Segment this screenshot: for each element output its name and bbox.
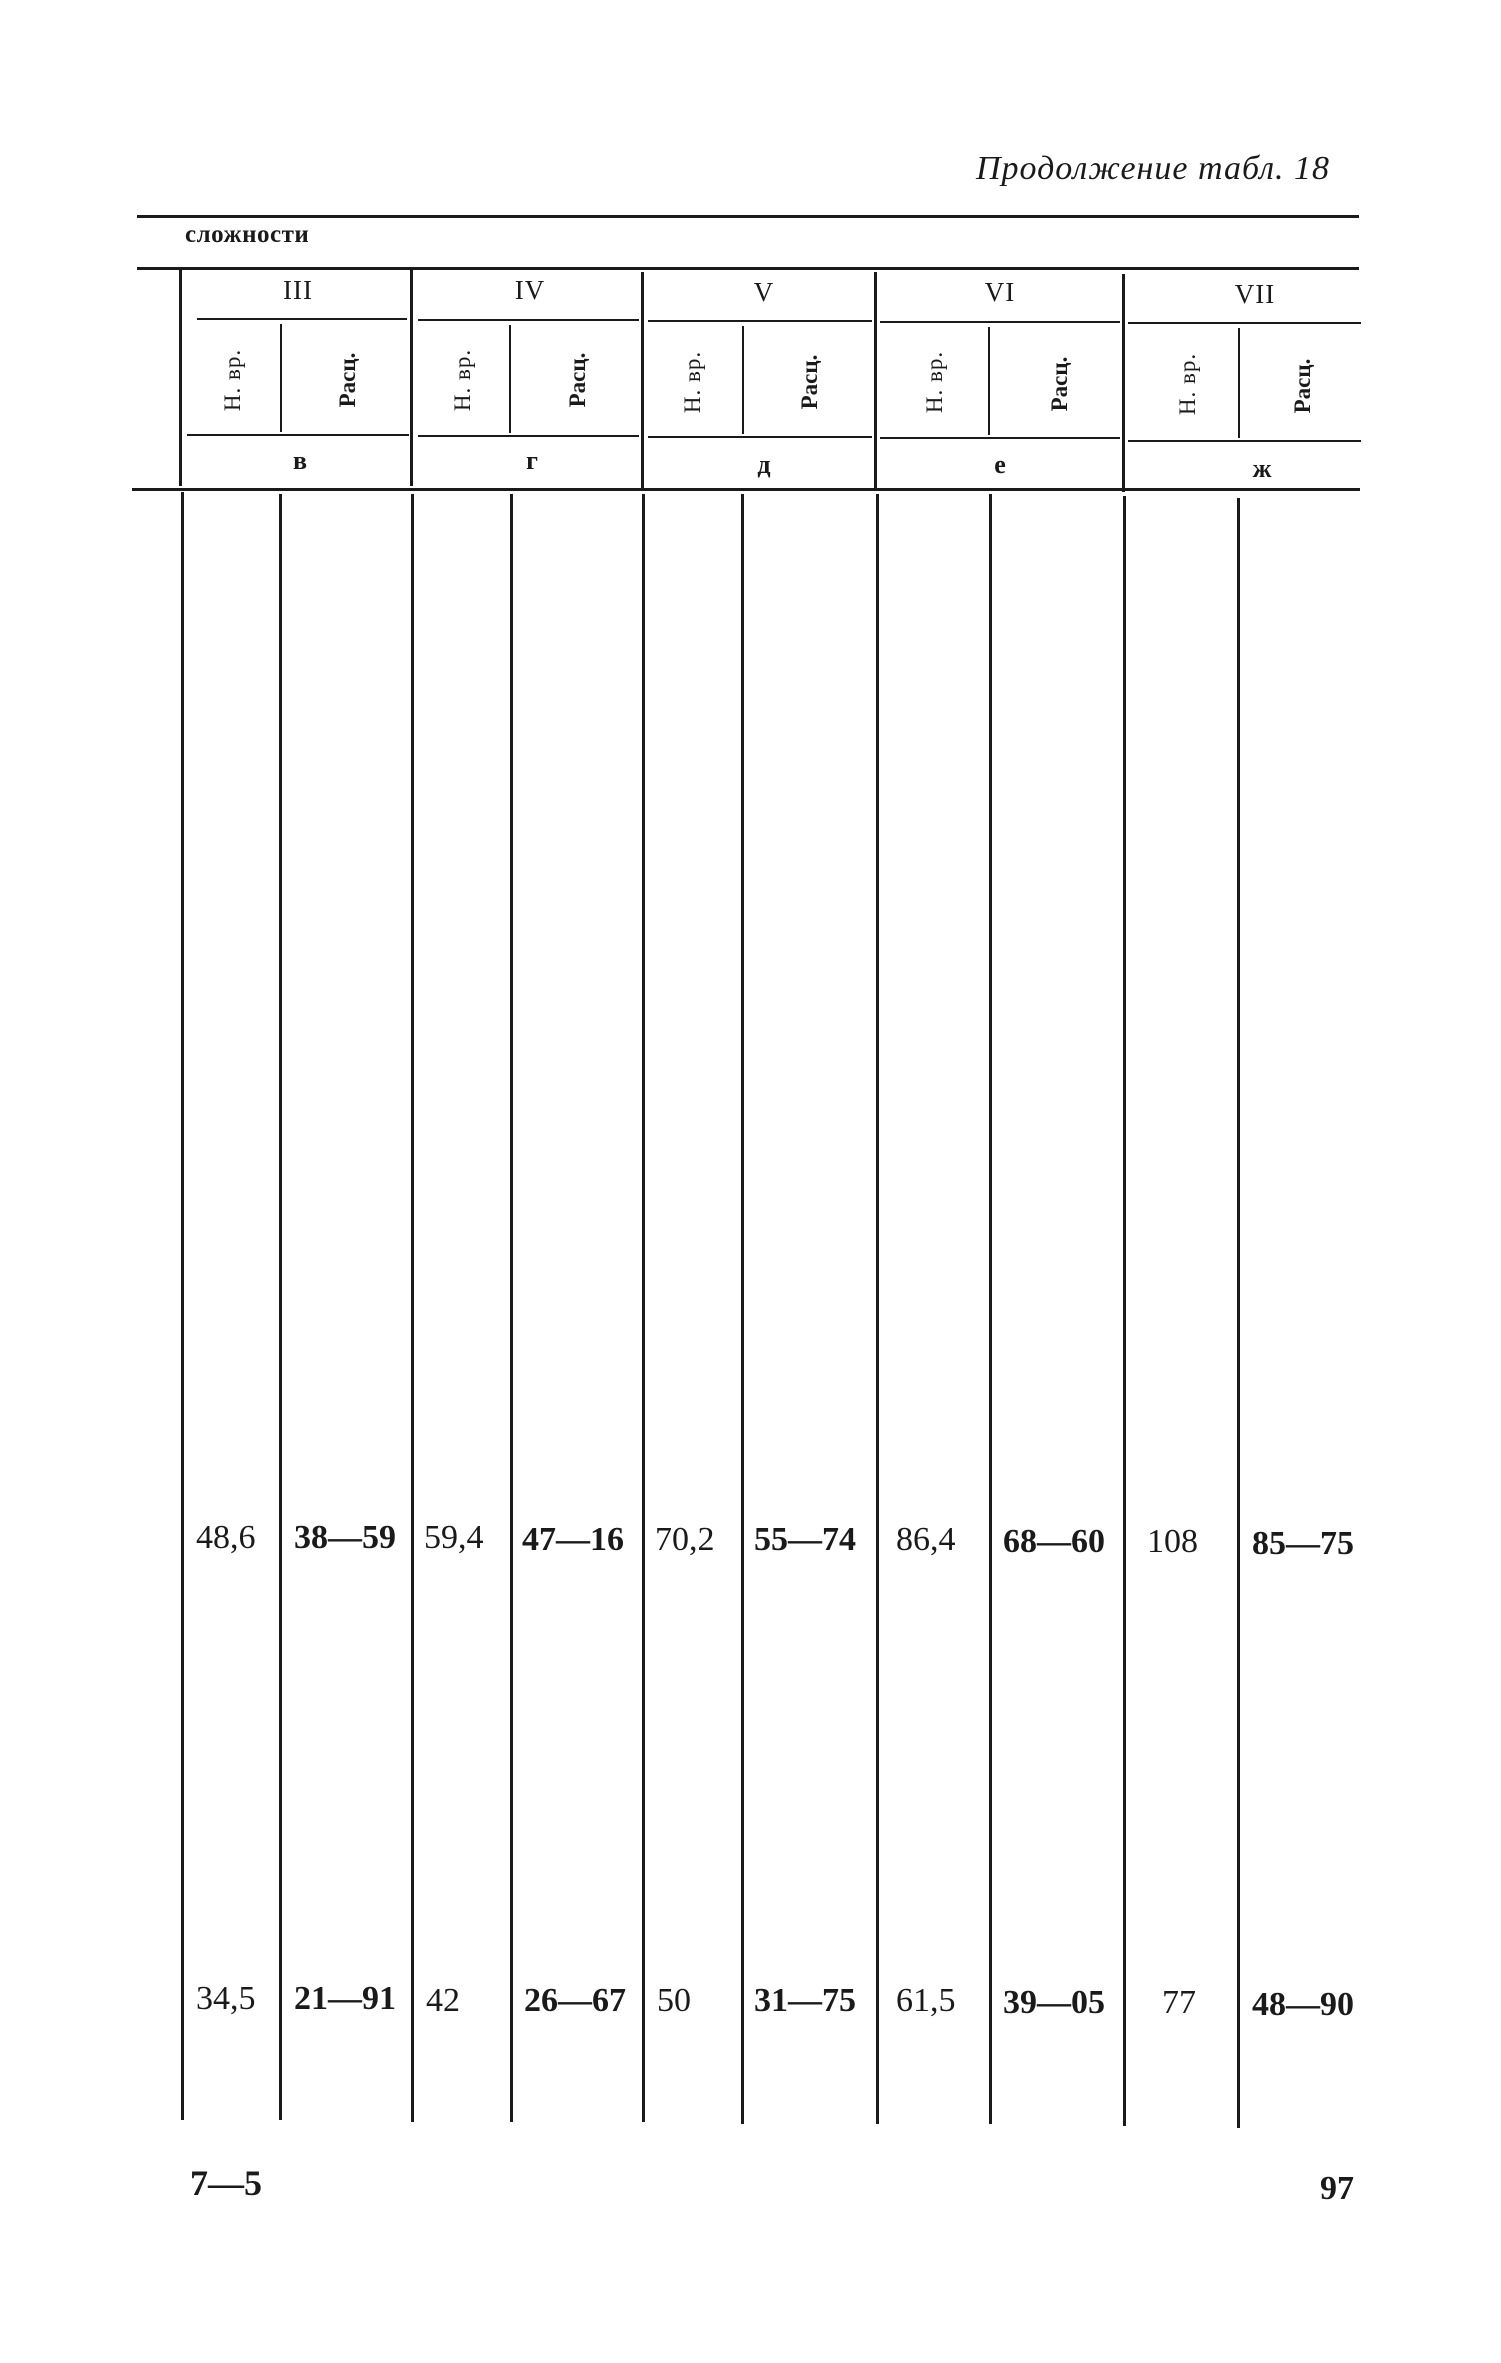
row1-price-iii: 38—59 <box>294 1519 396 1556</box>
letter-rule-vii <box>1128 440 1361 442</box>
letter-rule-vi <box>880 437 1120 439</box>
row1-norm-vii: 108 <box>1147 1523 1198 1560</box>
letter-rule-v <box>648 436 872 438</box>
row1-norm-v: 70,2 <box>655 1521 715 1558</box>
table-continuation-caption: Продолжение табл. 18 <box>976 150 1331 187</box>
row1-norm-iii: 48,6 <box>196 1519 256 1556</box>
grade-label-vi: VI <box>984 277 1016 307</box>
header-vrule-iii-iv <box>410 270 413 486</box>
row1-norm-vi: 86,4 <box>896 1521 956 1558</box>
col-header-norm-vii: Н. вр. <box>1175 352 1200 416</box>
letter-rule-iii <box>187 434 409 436</box>
header-vrule-iv-v <box>641 272 644 488</box>
col-header-norm-iii: Н. вр. <box>220 348 245 412</box>
body-vrule-7 <box>876 494 879 2124</box>
row2-price-vi: 39—05 <box>1003 1984 1105 2021</box>
row2-price-vii: 48—90 <box>1252 1986 1354 2023</box>
grade-underline-vii <box>1128 322 1361 324</box>
row2-norm-v: 50 <box>657 1982 691 2019</box>
row2-norm-iv: 42 <box>426 1982 460 2019</box>
row1-norm-iv: 59,4 <box>424 1519 484 1556</box>
grade-label-v: V <box>753 277 775 307</box>
row2-norm-vii: 77 <box>1162 1984 1196 2021</box>
body-vrule-4 <box>510 494 513 2122</box>
body-vrule-6 <box>741 494 744 2124</box>
header-subrule-v <box>742 326 744 434</box>
row2-price-iv: 26—67 <box>524 1982 626 2019</box>
col-header-price-iii: Расц. <box>335 352 360 408</box>
header-subrule-iii <box>280 324 282 432</box>
table-top-rule <box>137 215 1359 218</box>
col-header-price-iv: Расц. <box>565 352 590 408</box>
body-vrule-9 <box>1123 496 1126 2126</box>
grade-label-vii: VII <box>1234 279 1276 309</box>
row2-norm-iii: 34,5 <box>196 1980 256 2017</box>
body-vrule-5 <box>642 494 645 2122</box>
group-letter-d: д <box>757 450 771 479</box>
row1-price-iv: 47—16 <box>522 1521 624 1558</box>
col-header-norm-vi: Н. вр. <box>922 350 947 414</box>
col-header-price-vii: Расц. <box>1290 358 1315 414</box>
row1-price-vi: 68—60 <box>1003 1523 1105 1560</box>
group-letter-v: в <box>292 446 308 475</box>
grade-underline-iii <box>197 318 407 320</box>
complexity-label: сложности <box>185 221 310 248</box>
row2-price-iii: 21—91 <box>294 1980 396 2017</box>
row1-price-vii: 85—75 <box>1252 1525 1354 1562</box>
header-rule <box>137 267 1359 270</box>
group-letter-g: г <box>526 446 538 475</box>
col-header-norm-iv: Н. вр. <box>450 348 475 412</box>
footer-signature-mark: 7—5 <box>190 2163 262 2203</box>
header-vrule-v-vi <box>874 272 877 490</box>
col-header-norm-v: Н. вр. <box>680 350 705 414</box>
header-subrule-iv <box>509 325 511 433</box>
letter-rule-iv <box>418 435 639 437</box>
row2-norm-vi: 61,5 <box>896 1982 956 2019</box>
header-subrule-vii <box>1238 328 1240 438</box>
body-vrule-1 <box>181 492 184 2120</box>
row2-price-v: 31—75 <box>754 1982 856 2019</box>
group-letter-e: е <box>994 450 1006 479</box>
body-vrule-8 <box>989 494 992 2124</box>
col-header-price-vi: Расц. <box>1047 356 1072 412</box>
body-vrule-3 <box>411 494 414 2122</box>
header-vrule-vi-vii <box>1122 274 1125 492</box>
body-vrule-10 <box>1237 498 1240 2128</box>
grade-underline-iv <box>418 319 639 321</box>
body-vrule-2 <box>279 494 282 2120</box>
grade-label-iii: III <box>283 275 313 305</box>
group-letter-zh: ж <box>1252 454 1272 483</box>
row1-price-v: 55—74 <box>754 1521 856 1558</box>
page-number: 97 <box>1320 2170 1354 2207</box>
grade-label-iv: IV <box>514 275 546 305</box>
header-bottom-rule <box>132 488 1360 491</box>
header-subrule-vi <box>988 327 990 435</box>
grade-underline-vi <box>880 321 1120 323</box>
col-header-price-v: Расц. <box>797 354 822 410</box>
header-vrule-left <box>179 270 182 486</box>
grade-underline-v <box>648 320 872 322</box>
